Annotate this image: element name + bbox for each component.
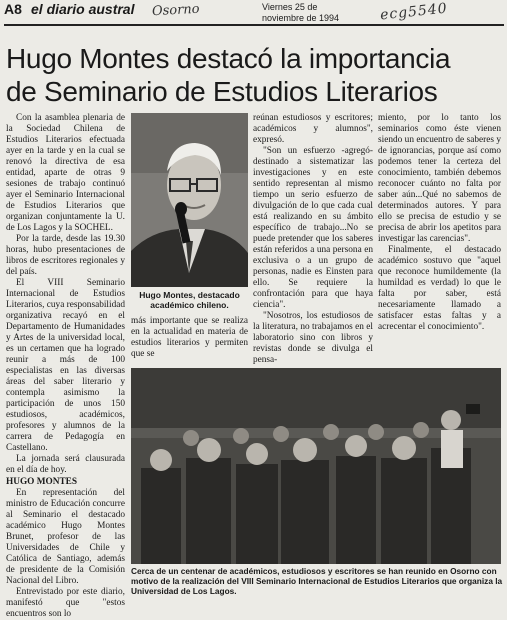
article-column-2 [131,316,248,360]
article-column-4 [378,113,501,365]
paragraph: "Son un esfuerzo -agregó- destinado a sistematizar las investigaciones y en este sentido representan al mismo tiempo un serio esfuerzo de divulgación de lo que cada cual está realizando en su ámbito específico de trabajo...No se puede pretender que los saberes están referidos a una persona en exclusiva o a un grupo de personas, nadie es Einsten para ello. Se requiere la confrontación para que haya ciencia". [253,146,373,310]
paragraph: En representación del ministro de Educación concurre al Seminario el destacado académico Hugo Montes Brunet, profesor de las Universidades de Chile y Católica de Santiago, además de presidente de la Comisión Nacional del Libro. [6,488,125,586]
subheading: HUGO MONTES [6,477,78,487]
newspaper-name: el diario austral [31,1,135,17]
paragraph: reúnan estudiosos y escritores; académicos y alumnos", expresó. [253,113,373,145]
audience-photo-image [131,368,501,564]
paragraph: Con la asamblea plenaria de la Sociedad Chilena de Estudios Literarios efectuada ayer en la tarde y en la cual se renovó la directiva de esa entidad, aparte de otras 9 sesiones de trabajo continuó ayer el Seminario Internacional de Estudios Literarios que organizan conjuntamente la U. de Los Lagos y la SOCHEL. [6,113,125,233]
article-column-3 [253,113,373,365]
page-number: A8 [4,1,22,17]
paragraph: más importante que se realiza en la actualidad en materia de estudios literarios y permiten que se [131,316,248,359]
portrait-photo [131,113,248,287]
handwritten-archive-code: ecg5540 [379,0,449,24]
paragraph: La jornada será clausurada en el día de hoy. [6,454,125,475]
paragraph: Finalmente, el destacado académico sostuvo que "aquel que reconoce humildemente (la humildad es verdad) lo que le falta por saber, está necesariamente llamado a satisfacer estas faltas y a acrecentar el conocimiento". [378,245,501,332]
header-rule [4,24,504,26]
date-line-2: noviembre de 1994 [262,13,340,23]
headline-line-1: Hugo Montes destacó la importancia [6,43,451,74]
paragraph: Por la tarde, desde las 19.30 horas, hubo presentaciones de libros de escritores regionales y del país. [6,234,125,277]
portrait-photo-image [131,113,248,287]
headline [6,42,506,108]
paragraph: Entrevistado por este diario, manifestó que "estos encuentros son lo [6,587,125,619]
audience-photo [131,368,501,564]
handwritten-place-note: Osorno [151,1,200,20]
audience-photo-caption: Cerca de un centenar de académicos, estudiosos y escritores se han reunido en Osorno con motivo de la realización del VIII Seminario Internacional de Estudios Literarios que organiza la Universidad de Los Lagos. [131,566,503,596]
article-column-1 [6,113,126,619]
publication-date [262,2,339,24]
paragraph: "Nosotros, los estudiosos de la literatura, no trabajamos en el laboratorio sino con libros y revistas donde se divulga el pensa- [253,311,373,365]
date-line-1: Viernes 25 de [262,2,318,12]
paragraph: miento, por lo tanto los seminarios como éste vienen siendo un encuentro de saberes y de ignorancias, porque así como podemos tener la certeza del conocimiento, también debemos reconocer cuánto no falta por saber aún...Qué no sabemos de determinados autores. Y para ello se precisa de estudio y se precisa de abrir los apetitos para investigar las carencias". [378,113,501,244]
headline-line-2: de Seminario de Estudios Literarios [6,76,438,107]
portrait-caption: Hugo Montes, destacado académico chileno. [139,290,240,310]
paragraph: El VIII Seminario Internacional de Estudios Literarios, cuya responsabilidad organizativa recayó en el Departamento de Humanidades y Artes de la universidad local, es un certamen que ha logrado reunir a más de 100 especialistas en las diversas áreas del saber literario y contempla asimismo la participación de unos 150 estudiosos, académicos, profesores y alumnos de la carrera de Pedagogía en Castellano. [6,278,126,453]
